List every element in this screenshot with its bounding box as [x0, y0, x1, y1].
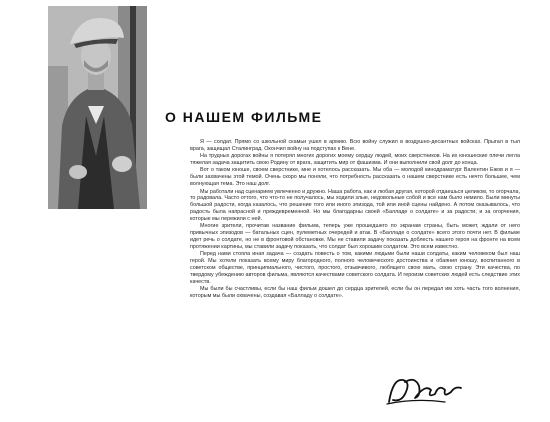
article-paragraph: На трудных дорогах войны я потерял многих дорогих моему сердцу людей, моих сверстников. На их юношеские плечи легла тяжелая задача защитить свою Родину от врага, защитить мир от фашизма. И они выполнили свой долг до конца.	[190, 153, 520, 167]
article-paragraph: Мы работали над сценарием увлеченно и дружно. Наша работа, как и любая другая, которой отдаешься целиком, то огорчала, то радовала. Часто оттого, что что-то не получалось, мы ходили злые, недовольные собой и все нам было немило. Были минуты большой радости, когда казалось, что решение того или иного эпизода, той или иной сцены найдено. А потом оказывалось, что радость была напрасной и преждевременной. Но мы благодарны своей «Балладе о солдате» и за радости, и за огорчения, которые мы пережили с ней.	[190, 188, 520, 223]
article-paragraph: Вот о таком юноше, своем сверстнике, мне и хотелось рассказать. Мы оба — молодой кинодраматург Валентин Ежов и я — были захвачены этой темой. Очень скоро мы поняли, что потребность рассказать о нашем сверстнике есть нечто большее, чем волнующая тема. Это наш долг.	[190, 167, 520, 188]
director-portrait-photo	[48, 6, 147, 209]
article-title: О НАШЕМ ФИЛЬМЕ	[165, 109, 323, 125]
article-paragraph: Я — солдат. Прямо со школьной скамьи ушел в армию. Всю войну служил в воздушно-десантных войсках. Прыгал в тыл врага, защищал Сталинград. Окончил войну на подступах к Вене.	[190, 139, 520, 152]
author-signature	[385, 372, 465, 408]
article-paragraph: Многие зрители, прочитав название фильма, теперь уже прошедшего по экранам страны, быть может, ждали от него привычных эпизодов — батальных сцен, пулеметных очередей и атак. В «Балладе о солдате» всего этого почти нет. В фильме идет речь о солдате, но не в фронтовой обстановке. Мы не ставили задачу показать доблесть нашего героя на фронте на всем протяжении картины, мы ставили задачу показать, что солдат был хорошим солдатом. Это всем известно.	[190, 223, 520, 251]
article-paragraph: Мы были бы счастливы, если бы наш фильм дошел до сердца зрителей, если бы он передал им хоть часть того волнения, которым мы были охвачены, создавая «Балладу о солдате».	[190, 286, 520, 300]
article-body	[190, 139, 520, 300]
article-paragraph: Перед нами стояла иная задача — создать повесть о том, какими людьми были наши солдаты, каким человеком был наш герой. Мы хотели показать всему миру благородного, полного человеческого достоинства и обаяния юношу, воспитанного в советском обществе, принципиального, чистого, простого, отзывчивого, любящего свою мать, свою страну. Эти качества, по твердому убеждению авторов фильма, являются качествами советского солдата. И героизм советских людей есть следствие этих качеств.	[190, 251, 520, 286]
portrait-illustration	[48, 6, 147, 209]
